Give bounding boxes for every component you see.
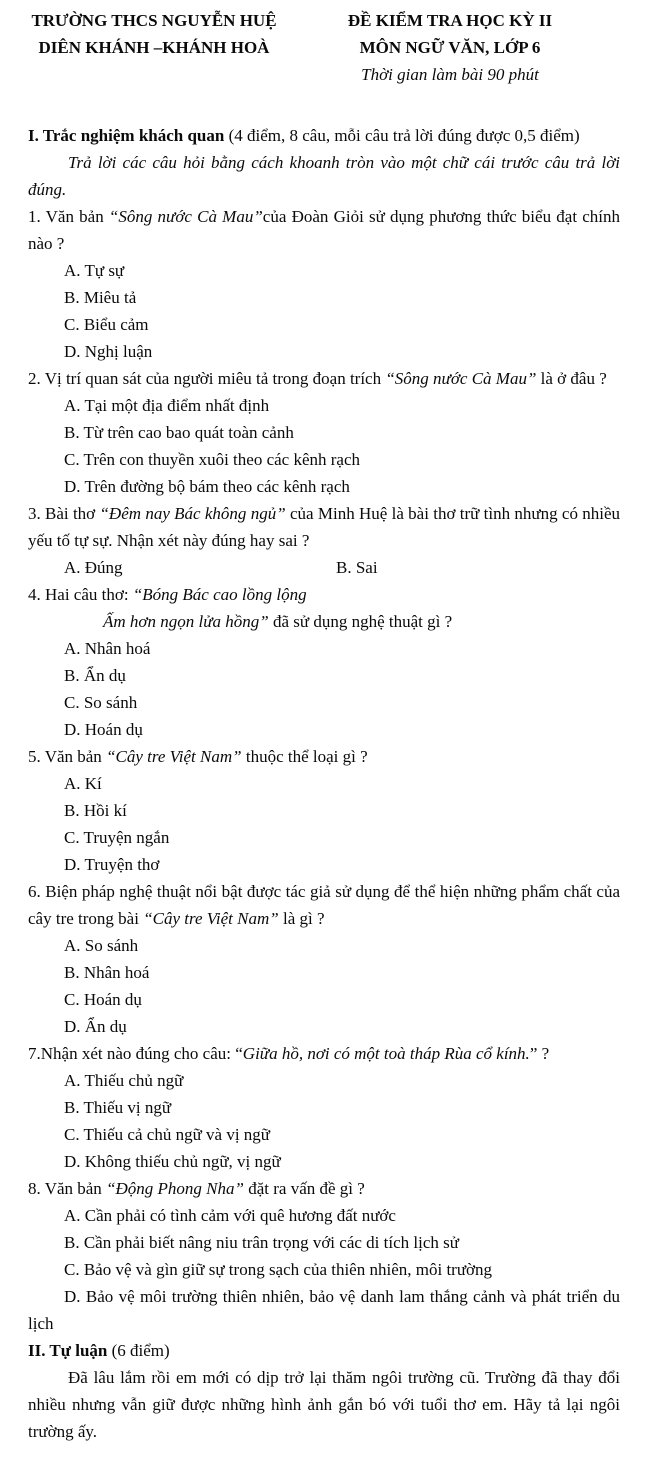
question-5 [28,743,620,878]
part2-essay-prompt: Đã lâu lắm rồi em mới có dịp trở lại thăm ngôi trường cũ. Trường đã thay đổi nhiều nhưng vẫn giữ được những hình ảnh gắn bó với tuổi thơ em. Hãy tả lại ngôi trường ấy. [28,1368,620,1441]
school-name: TRƯỜNG THCS NGUYỄN HUỆ [31,11,277,30]
question-2 [28,365,620,500]
question-4-text-line2: Ấm hơn ngọn lửa hồng” đã sử dụng nghệ thuật gì ? [103,612,453,631]
question-5-option-B: B. Hồi kí [64,801,127,820]
part1-heading-note: (4 điểm, 8 câu, mỗi câu trả lời đúng được 0,5 điểm) [224,126,580,145]
question-7-option-C: C. Thiếu cả chủ ngữ và vị ngữ [64,1125,271,1144]
question-list [28,203,620,1337]
question-8-option-A: A. Cần phải có tình cảm với quê hương đất nước [64,1206,396,1225]
question-4-option-D: D. Hoán dụ [64,720,143,739]
question-6-option-B: B. Nhân hoá [64,963,150,982]
question-7-options [28,1067,620,1175]
question-5-option-C: C. Truyện ngắn [64,828,170,847]
part1-instruction: Trả lời các câu hỏi bằng cách khoanh tròn vào một chữ cái trước câu trả lời đúng. [28,153,620,199]
question-5-option-A: A. Kí [64,774,102,793]
question-8-text: 8. Văn bản “Động Phong Nha” đặt ra vấn đề gì ? [28,1179,365,1198]
question-4 [28,581,620,743]
question-2-option-B: B. Từ trên cao bao quát toàn cảnh [64,423,294,442]
question-6 [28,878,620,1040]
question-7-text: 7.Nhận xét nào đúng cho câu: “Giữa hồ, nơi có một toà tháp Rùa cổ kính.” ? [28,1044,550,1063]
question-1-option-C: C. Biểu cảm [64,315,149,334]
question-8-option-B: B. Cần phải biết nâng niu trân trọng với các di tích lịch sử [64,1233,459,1252]
exam-title: ĐỀ KIỂM TRA HỌC KỲ II [347,11,553,30]
part1-heading-title: I. Trắc nghiệm khách quan [28,126,225,145]
question-8-options [28,1202,620,1337]
question-7-option-B: B. Thiếu vị ngữ [64,1098,172,1117]
part1-heading [28,122,620,149]
question-3-options [28,554,620,581]
question-2-options [28,392,620,500]
question-8 [28,1175,620,1337]
question-5-option-D: D. Truyện thơ [64,855,160,874]
question-1-options [28,257,620,365]
exam-subject: MÔN NGỮ VĂN, LỚP 6 [359,38,541,57]
question-2-text: 2. Vị trí quan sát của người miêu tả trong đoạn trích “Sông nước Cà Mau” là ở đâu ? [28,369,607,388]
question-3 [28,500,620,581]
document-header [28,7,620,88]
question-4-option-A: A. Nhân hoá [64,639,151,658]
exam-title-block [280,7,620,88]
part2-heading-note: (6 điểm) [107,1341,170,1360]
question-3-text: 3. Bài thơ “Đêm nay Bác không ngủ” của Minh Huệ là bài thơ trữ tình nhưng có nhiều yếu tố tự sự. Nhận xét này đúng hay sai ? [28,504,621,550]
school-district: DIÊN KHÁNH –KHÁNH HOÀ [38,38,270,57]
question-6-text: 6. Biện pháp nghệ thuật nổi bật được tác giả sử dụng để thể hiện những phẩm chất của cây tre trong bài “Cây tre Việt Nam” là gì ? [28,882,620,928]
question-5-text: 5. Văn bản “Cây tre Việt Nam” thuộc thể loại gì ? [28,747,368,766]
question-4-option-B: B. Ẩn dụ [64,666,126,685]
question-2-option-D: D. Trên đường bộ bám theo các kênh rạch [64,477,350,496]
question-4-options [28,635,620,743]
part2-heading [28,1337,620,1364]
question-8-option-D: D. Bảo vệ môi trường thiên nhiên, bảo vệ danh lam thắng cảnh và phát triển du lịch [28,1287,620,1333]
exam-duration: Thời gian làm bài 90 phút [361,65,539,84]
question-3-option-B: B. Sai [336,558,378,577]
question-7-option-A: A. Thiếu chủ ngữ [64,1071,184,1090]
question-4-option-C: C. So sánh [64,693,138,712]
question-5-options [28,770,620,878]
question-6-option-C: C. Hoán dụ [64,990,142,1009]
question-6-option-A: A. So sánh [64,936,139,955]
school-block [28,7,280,88]
question-7-option-D: D. Không thiếu chủ ngữ, vị ngữ [64,1152,281,1171]
question-6-option-D: D. Ẩn dụ [64,1017,127,1036]
question-1 [28,203,620,365]
question-2-option-A: A. Tại một địa điểm nhất định [64,396,270,415]
exam-body [28,122,620,1445]
question-4-text: 4. Hai câu thơ: “Bóng Bác cao lồng lộng [28,585,307,604]
question-1-option-D: D. Nghị luận [64,342,153,361]
part2-heading-title: II. Tự luận [28,1341,108,1360]
question-2-option-C: C. Trên con thuyền xuôi theo các kênh rạch [64,450,361,469]
question-7 [28,1040,620,1175]
question-3-option-A: A. Đúng [64,558,123,577]
question-1-option-A: A. Tự sự [64,261,125,280]
question-1-option-B: B. Miêu tả [64,288,137,307]
question-1-text: 1. Văn bản “Sông nước Cà Mau”của Đoàn Giỏi sử dụng phương thức biểu đạt chính nào ? [28,207,620,253]
question-6-options [28,932,620,1040]
question-8-option-C: C. Bảo vệ và gìn giữ sự trong sạch của thiên nhiên, môi trường [64,1260,493,1279]
